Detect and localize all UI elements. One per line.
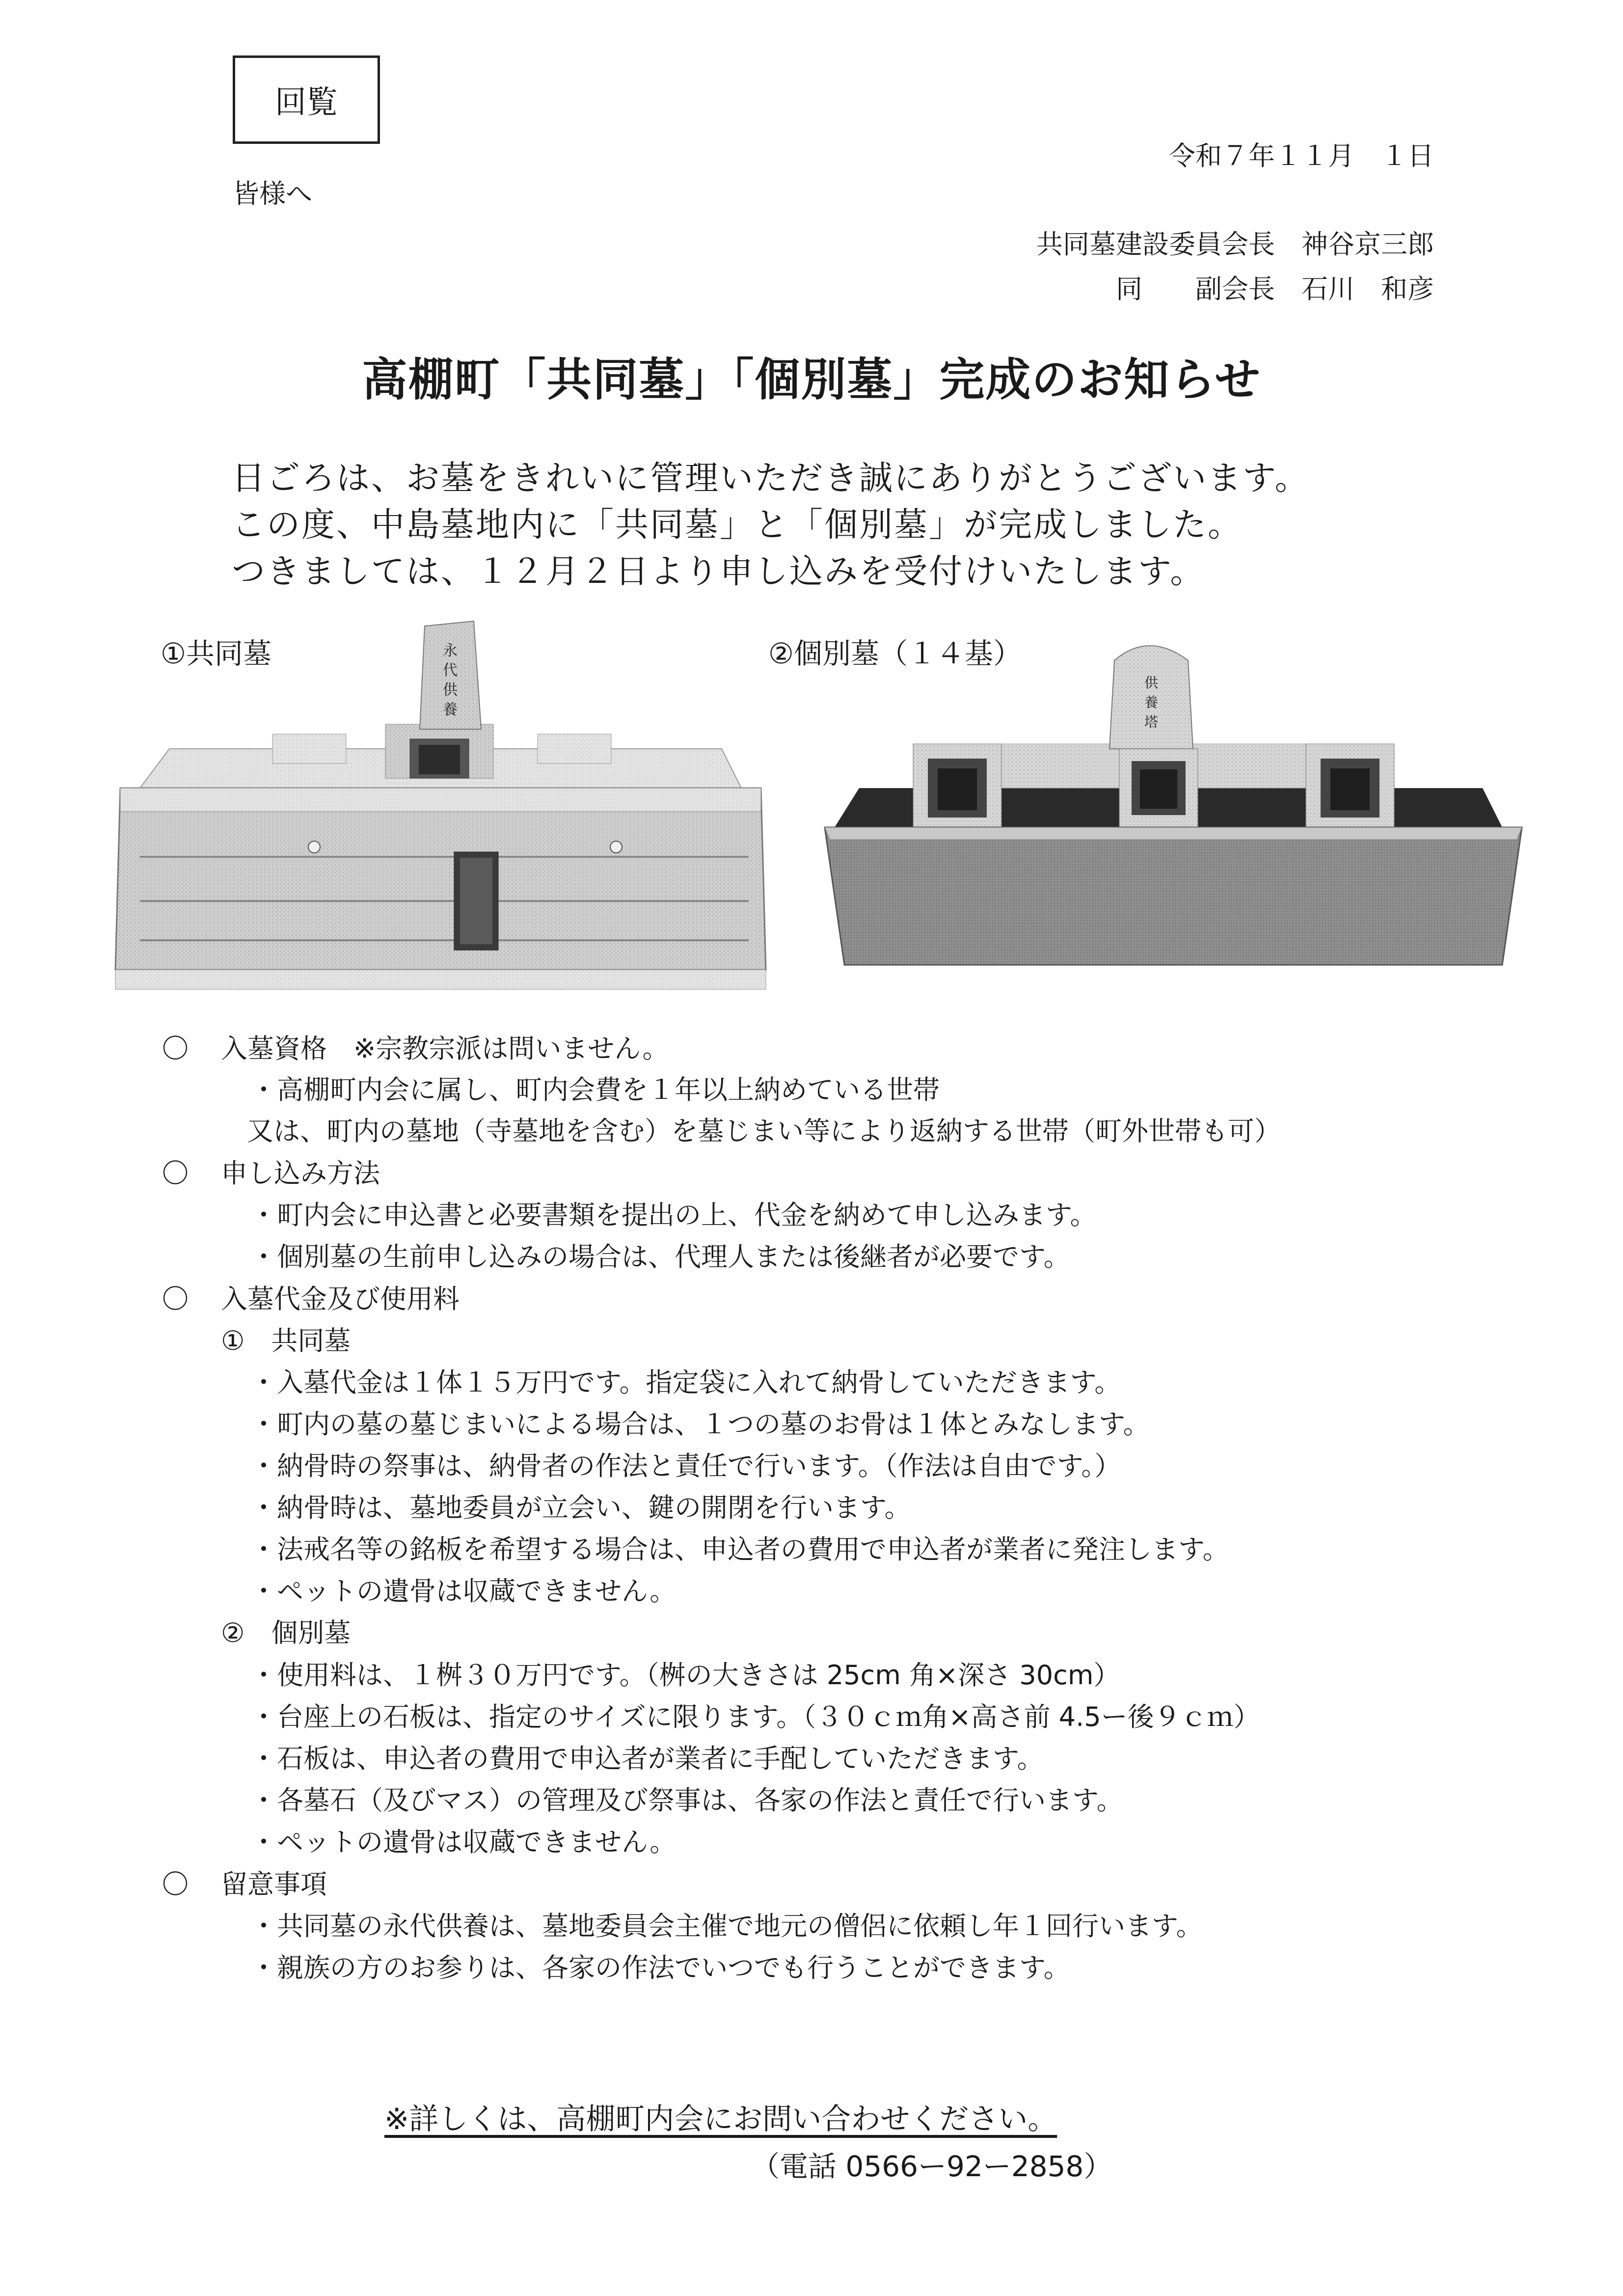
bullet-application: 〇 bbox=[162, 1158, 189, 1189]
plaque-char-1: 永 bbox=[443, 642, 458, 659]
monument-char-3: 塔 bbox=[1144, 714, 1159, 730]
notes-line-2: ・親族の方のお参りは、各家の作法でいつでも行うことができます。 bbox=[250, 1952, 1070, 1983]
individual-grave-heading: ② 個別墓 bbox=[221, 1617, 351, 1648]
page-title: 高棚町「共同墓」「個別墓」完成のお知らせ bbox=[362, 354, 1261, 406]
intro-line-1: 日ごろは、お墓をきれいに管理いただき誠にありがとうございます。 bbox=[232, 459, 1310, 498]
addressee: 皆様へ bbox=[233, 178, 312, 209]
fees-heading: 入墓代金及び使用料 bbox=[221, 1284, 460, 1314]
shared-line-1: ・入墓代金は１体１５万円です。指定袋に入れて納骨していただきます。 bbox=[250, 1367, 1121, 1398]
circulation-stamp-box bbox=[233, 55, 380, 144]
shared-line-3: ・納骨時の祭事は、納骨者の作法と責任で行います。（作法は自由です。） bbox=[250, 1450, 1121, 1481]
notes-line-1: ・共同墓の永代供養は、墓地委員会主催で地元の僧侶に依頼し年１回行います。 bbox=[250, 1911, 1203, 1941]
individual-line-4: ・各墓石（及びマス）の管理及び祭事は、各家の作法と責任で行います。 bbox=[250, 1785, 1123, 1816]
plaque-char-3: 供 bbox=[443, 682, 458, 699]
shared-line-2: ・町内の墓の墓じまいによる場合は、１つの墓のお骨は１体とみなします。 bbox=[250, 1409, 1150, 1440]
shared-grave-heading: ① 共同墓 bbox=[221, 1325, 351, 1356]
intro-line-3: つきましては、１２月２日より申し込みを受付けいたします。 bbox=[232, 552, 1205, 591]
plaque-char-2: 代 bbox=[443, 662, 458, 679]
document-date: 令和７年１１月 １日 bbox=[1169, 140, 1434, 171]
bullet-notes: 〇 bbox=[162, 1869, 189, 1900]
individual-grave-photo bbox=[815, 631, 1532, 984]
individual-grave-caption: ②個別墓（１４基） bbox=[768, 637, 1022, 670]
eligibility-heading: 入墓資格 ※宗教宗派は問いません。 bbox=[221, 1033, 669, 1064]
sender-vice-chairman: 同 副会長 石川 和彦 bbox=[1116, 273, 1434, 304]
individual-line-5: ・ペットの遺骨は収蔵できません。 bbox=[250, 1827, 676, 1858]
shared-grave-photo bbox=[110, 616, 771, 999]
shared-grave-caption: ①共同墓 bbox=[161, 637, 271, 670]
intro-line-2: この度、中島墓地内に「共同墓」と「個別墓」が完成しました。 bbox=[232, 506, 1243, 545]
shared-line-6: ・ペットの遺骨は収蔵できません。 bbox=[250, 1576, 676, 1607]
contact-note: ※詳しくは、高棚町内会にお問い合わせください。 bbox=[384, 2102, 1057, 2136]
sender-chairman: 共同墓建設委員会長 神谷京三郎 bbox=[1036, 229, 1434, 260]
individual-line-1: ・使用料は、１桝３０万円です。（桝の大きさは 25cm 角×深さ 30cm） bbox=[250, 1660, 1120, 1691]
eligibility-line-1: ・高棚町内会に属し、町内会費を１年以上納めている世帯 bbox=[250, 1074, 940, 1105]
monument-char-2: 養 bbox=[1144, 694, 1159, 711]
individual-line-2: ・台座上の石板は、指定のサイズに限ります。（３０ｃｍ角×高さ前 4.5ー後９ｃｍ） bbox=[250, 1701, 1260, 1732]
bullet-eligibility: 〇 bbox=[162, 1033, 189, 1064]
circulation-label: 回覧 bbox=[275, 84, 338, 121]
bullet-fees: 〇 bbox=[162, 1284, 189, 1314]
plaque-char-4: 養 bbox=[443, 701, 458, 718]
shared-line-5: ・法戒名等の銘板を希望する場合は、申込者の費用で申込者が業者に発注します。 bbox=[250, 1534, 1229, 1565]
notes-heading: 留意事項 bbox=[221, 1869, 327, 1900]
application-line-1: ・町内会に申込書と必要書類を提出の上、代金を納めて申し込みます。 bbox=[250, 1200, 1097, 1230]
shared-line-4: ・納骨時は、墓地委員が立会い、鍵の開閉を行います。 bbox=[250, 1492, 911, 1523]
individual-line-3: ・石板は、申込者の費用で申込者が業者に手配していただきます。 bbox=[250, 1743, 1044, 1774]
application-heading: 申し込み方法 bbox=[221, 1158, 380, 1189]
eligibility-line-2: 又は、町内の墓地（寺墓地を含む）を墓じまい等により返納する世帯（町外世帯も可） bbox=[247, 1116, 1281, 1147]
contact-phone: （電話 0566ー92ー2858） bbox=[751, 2150, 1112, 2183]
monument-char-1: 供 bbox=[1144, 675, 1159, 691]
application-line-2: ・個別墓の生前申し込みの場合は、代理人または後継者が必要です。 bbox=[250, 1241, 1070, 1272]
